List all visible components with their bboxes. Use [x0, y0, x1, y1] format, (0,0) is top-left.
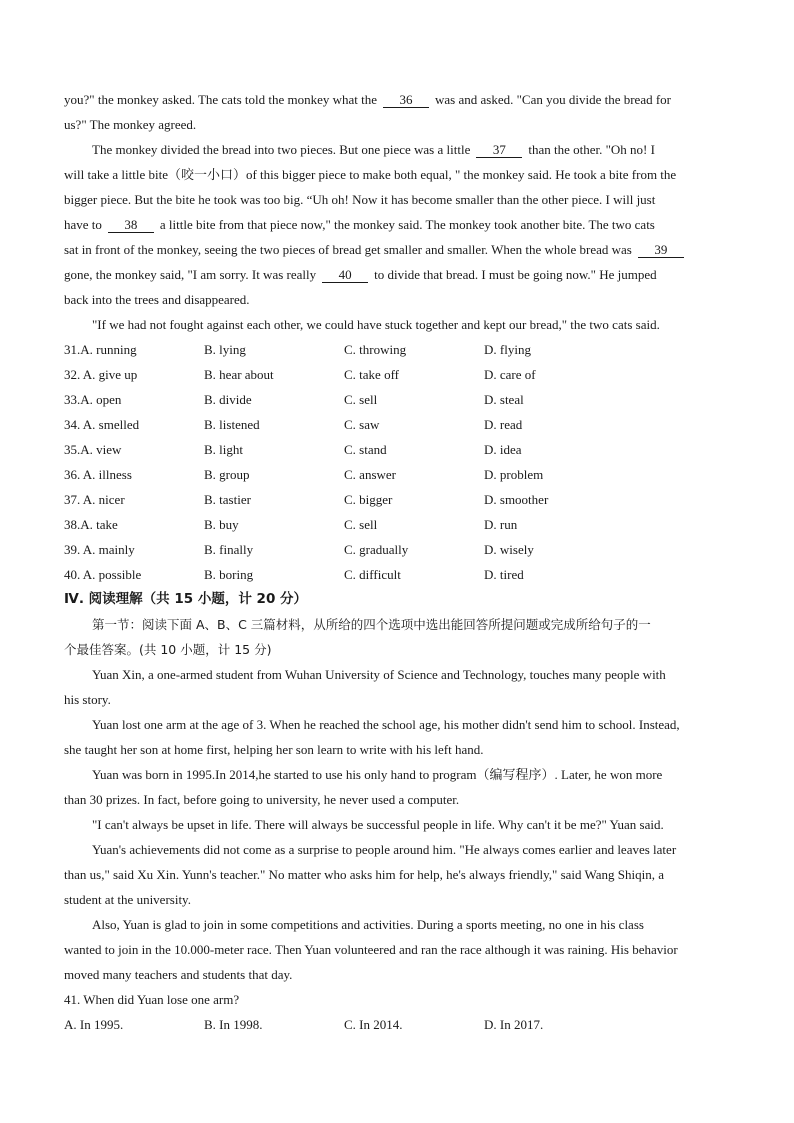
- passage-line: "I can't always be upset in life. There will always be successful people in life. Why can't it be me?" Yuan said.: [92, 817, 664, 832]
- question-41: 41. When did Yuan lose one arm?: [64, 992, 240, 1007]
- option-row-38: 38.A. take B. buy C. sell D. run: [64, 517, 518, 532]
- option-row-36: 36. A. illness B. group C. answer D. problem: [64, 467, 544, 482]
- passage-line: Yuan's achievements did not come as a surprise to people around him. "He always comes earlier and leaves later: [92, 842, 677, 857]
- options-table: [64, 337, 730, 587]
- story-line: will take a little bite（咬一小口）of this bigger piece to make both equal, " the monkey said. He took a bite from the: [64, 167, 677, 182]
- option-row-34: 34. A. smelled B. listened C. saw D. read: [64, 417, 523, 432]
- passage-line: student at the university.: [64, 892, 191, 907]
- story-line: gone, the monkey said, "I am sorry. It was really 40 to divide that bread. I must be going now." He jumped: [64, 267, 657, 282]
- passage-line: Yuan Xin, a one-armed student from Wuhan University of Science and Technology, touches many people with: [92, 667, 666, 682]
- blank-36: 36: [383, 93, 429, 108]
- story-line: bigger piece. But the bite he took was too big. “Uh oh! Now it has become smaller than the other piece. I will just: [64, 192, 656, 207]
- blank-39: 39: [638, 243, 684, 258]
- option-row-31: 31.A. running B. lying C. throwing D. flying: [64, 342, 531, 357]
- blank-38: 38: [108, 218, 154, 233]
- passage-line: than us," said Xu Xin. Yunn's teacher." No matter who asks him for help, he's always friendly," said Wang Shiqin, a: [64, 867, 664, 882]
- passage-line: than 30 prizes. In fact, before going to university, he never used a computer.: [64, 792, 460, 807]
- option-row-40: 40. A. possible B. boring C. difficult D. tired: [64, 567, 524, 582]
- passage-line: moved many teachers and students that day.: [64, 967, 293, 982]
- story-line: The monkey divided the bread into two pieces. But one piece was a little 37 than the other. "Oh no! I: [92, 142, 655, 157]
- question-41-options: A. In 1995. B. In 1998. C. In 2014. D. In 2017.: [64, 1017, 544, 1032]
- option-row-35: 35.A. view B. light C. stand D. idea: [64, 442, 522, 457]
- instructions: 第一节：阅读下面 A、B、C 三篇材料，从所给的四个选项中选出能回答所提问题或完成所给句子的一: [92, 617, 651, 632]
- passage-line: she taught her son at home first, helping her son learn to write with his left hand.: [64, 742, 484, 757]
- exam-page: [64, 87, 730, 1037]
- blank-40: 40: [322, 268, 368, 283]
- story-line: back into the trees and disappeared.: [64, 292, 250, 307]
- story-line: us?" The monkey agreed.: [64, 117, 197, 132]
- passage-line: Yuan was born in 1995.In 2014,he started to use his only hand to program（编写程序）. Later, he won more: [92, 767, 663, 782]
- story-line: have to 38 a little bite from that piece now," the monkey said. The monkey took another bite. The two cats: [64, 217, 655, 232]
- passage-line: Yuan lost one arm at the age of 3. When he reached the school age, his mother didn't send him to school. Instead,: [92, 717, 680, 732]
- blank-37: 37: [476, 143, 522, 158]
- passage-line: his story.: [64, 692, 111, 707]
- option-row-32: 32. A. give up B. hear about C. take off D. care of: [64, 367, 536, 382]
- section-title: Ⅳ. 阅读理解（共 15 小题，计 20 分）: [64, 591, 308, 607]
- option-row-33: 33.A. open B. divide C. sell D. steal: [64, 392, 524, 407]
- story-line: you?" the monkey asked. The cats told the monkey what the 36 was and asked. "Can you divide the bread for: [64, 92, 672, 107]
- passage-line: Also, Yuan is glad to join in some competitions and activities. During a sports meeting, no one in his class: [92, 917, 644, 932]
- option-row-39: 39. A. mainly B. finally C. gradually D. wisely: [64, 542, 534, 557]
- option-row-37: 37. A. nicer B. tastier C. bigger D. smoother: [64, 492, 549, 507]
- passage-line: wanted to join in the 10.000-meter race. Then Yuan volunteered and ran the race although it was raining. His behavior: [64, 942, 678, 957]
- story-line: "If we had not fought against each other, we could have stuck together and kept our bread," the two cats said.: [92, 317, 660, 332]
- story-line: sat in front of the monkey, seeing the two pieces of bread get smaller and smaller. When the whole bread was 39: [64, 237, 730, 262]
- instructions: 个最佳答案。(共 10 小题，计 15 分): [64, 642, 272, 657]
